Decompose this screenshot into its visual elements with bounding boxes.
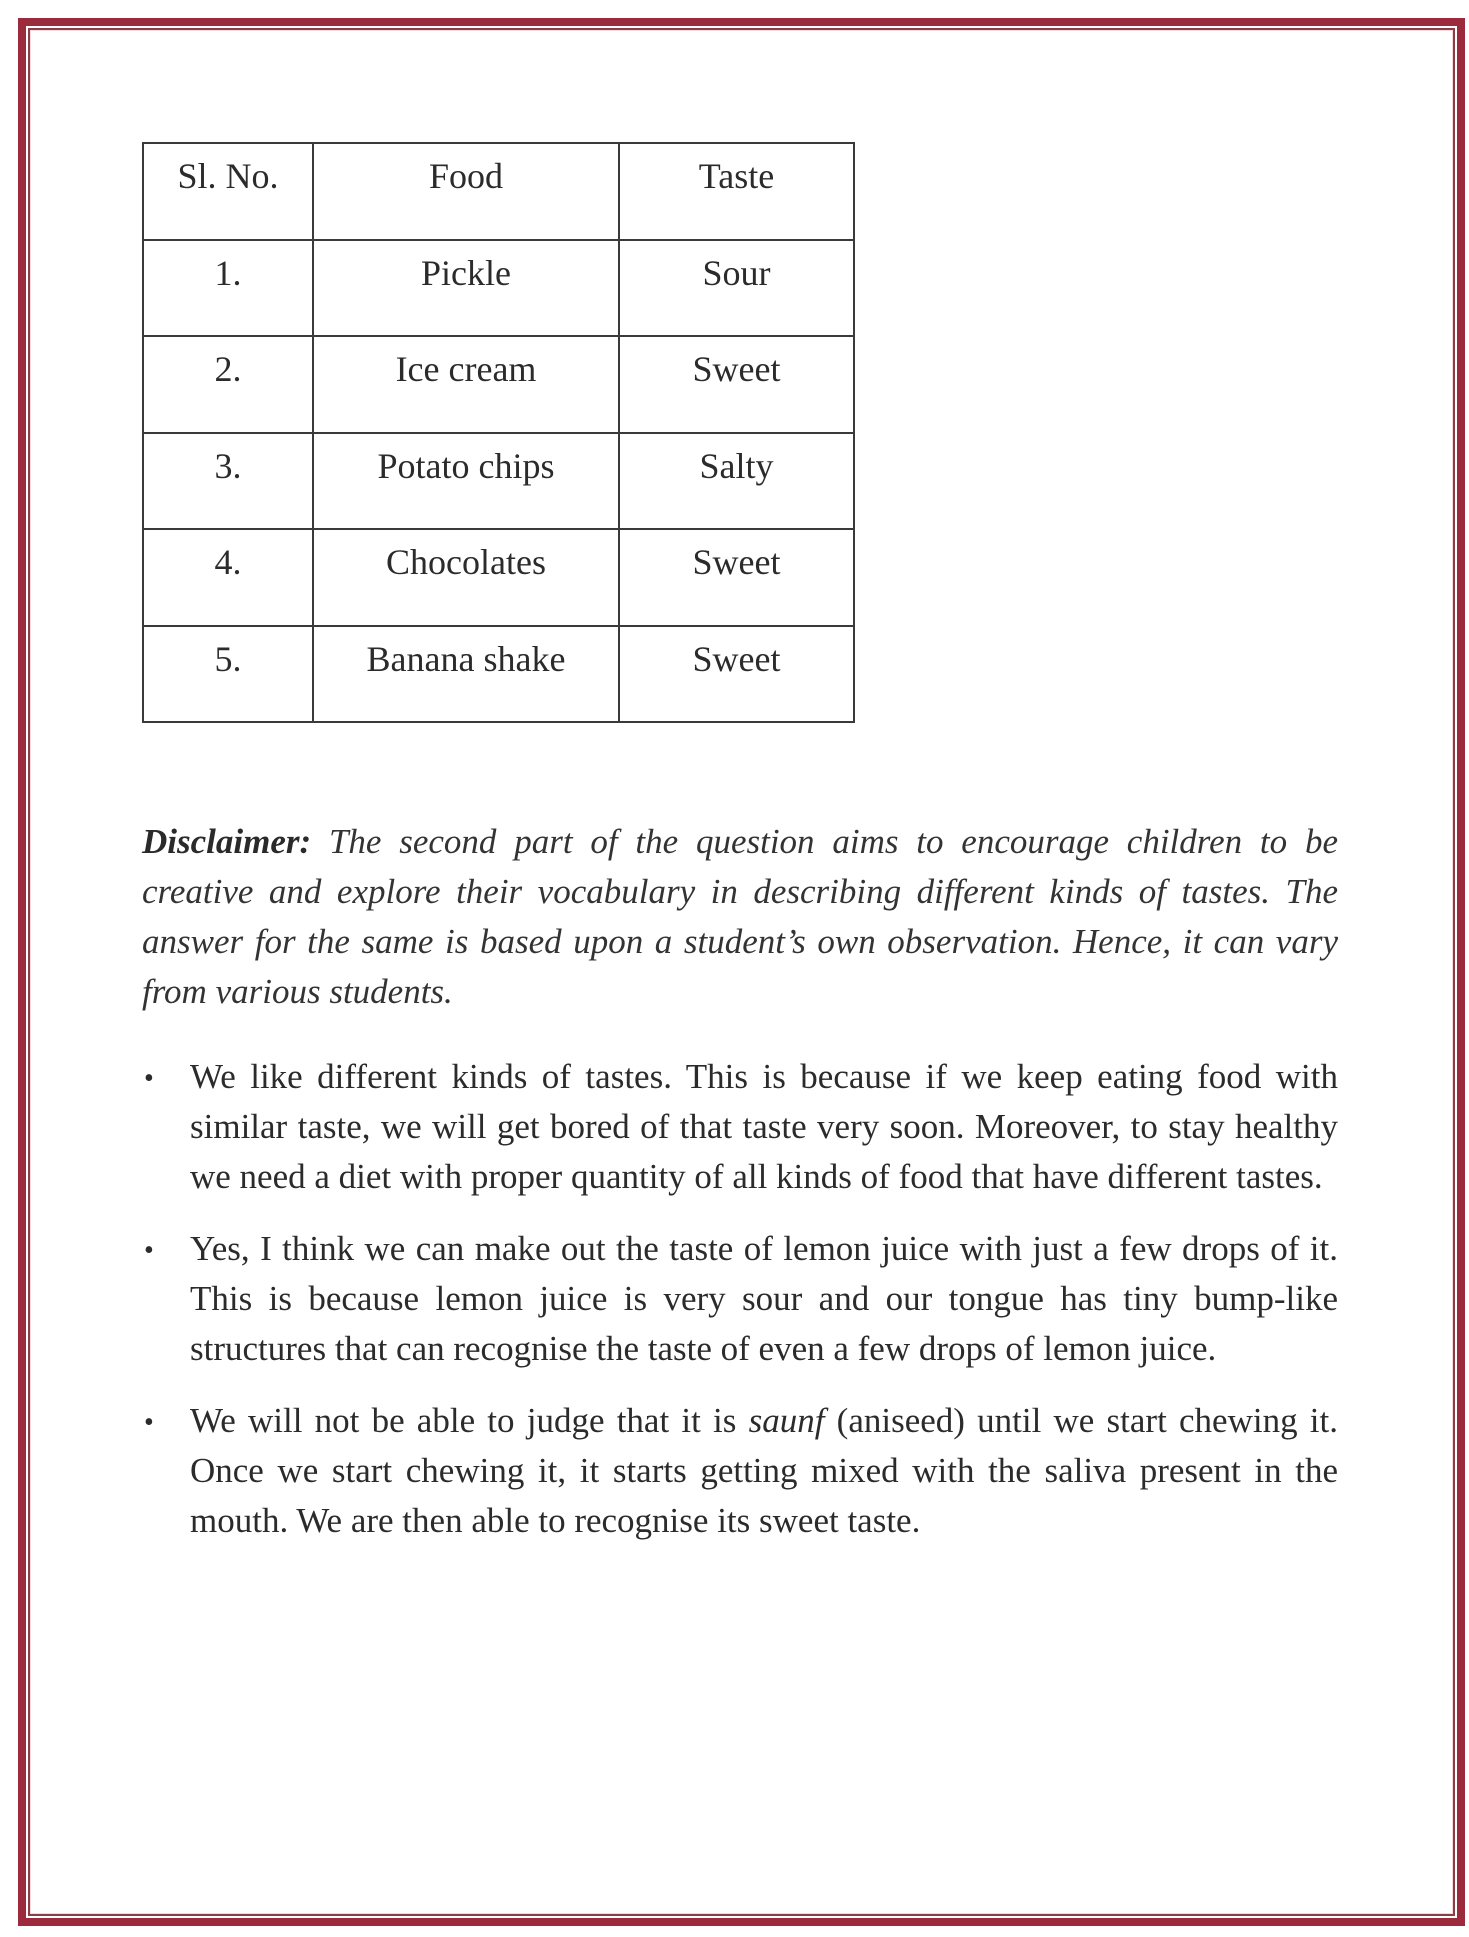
food-taste-table: [142, 142, 855, 723]
disclaimer-text: The second part of the question aims to encourage children to be creative and explore their vocabulary in describing different kinds of tastes. The answer for the same is based upon a student’s own observation. Hence, it can vary from various students.: [142, 822, 1338, 1011]
header-sl-no: Sl. No.: [143, 143, 313, 240]
answer-text-before: We will not be able to judge that it is: [190, 1401, 749, 1440]
cell-food: Pickle: [313, 240, 619, 337]
header-food: Food: [313, 143, 619, 240]
cell-taste: Sweet: [619, 626, 854, 723]
answer-text-after: (aniseed) until we start chewing it. Once we start chewing it, it starts getting mixed with the saliva present in the mouth. We are then able to recognise its sweet taste.: [190, 1401, 1338, 1540]
bullet-icon: •: [144, 1063, 154, 1094]
list-item: [142, 1396, 1338, 1546]
table-header-row: [143, 143, 854, 240]
cell-taste: Sweet: [619, 529, 854, 626]
cell-sl-no: 5.: [143, 626, 313, 723]
cell-food: Potato chips: [313, 433, 619, 530]
cell-food: Banana shake: [313, 626, 619, 723]
cell-sl-no: 2.: [143, 336, 313, 433]
disclaimer-paragraph: [142, 817, 1338, 1017]
cell-taste: Salty: [619, 433, 854, 530]
table-row: [143, 336, 854, 433]
cell-taste: Sweet: [619, 336, 854, 433]
cell-sl-no: 4.: [143, 529, 313, 626]
bullet-icon: •: [144, 1407, 154, 1438]
list-item: [142, 1224, 1338, 1374]
answer-text: We like different kinds of tastes. This is because if we keep eating food with similar taste, we will get bored of that taste very soon. Moreover, to stay healthy we need a diet with proper quantity of all kinds of food that have different tastes.: [190, 1057, 1338, 1196]
answer-list: [142, 1052, 1338, 1546]
disclaimer-label: Disclaimer:: [142, 822, 312, 861]
table-row: [143, 240, 854, 337]
table-row: [143, 433, 854, 530]
cell-food: Chocolates: [313, 529, 619, 626]
cell-food: Ice cream: [313, 336, 619, 433]
bullet-icon: •: [144, 1235, 154, 1266]
table-row: [143, 626, 854, 723]
cell-sl-no: 1.: [143, 240, 313, 337]
header-taste: Taste: [619, 143, 854, 240]
list-item: [142, 1052, 1338, 1202]
answer-text: Yes, I think we can make out the taste of lemon juice with just a few drops of it. This is because lemon juice is very sour and our tongue has tiny bump-like structures that can recognise the taste of even a few drops of lemon juice.: [190, 1229, 1338, 1368]
table-row: [143, 529, 854, 626]
answer-italic-term: saunf: [748, 1401, 825, 1440]
cell-sl-no: 3.: [143, 433, 313, 530]
cell-taste: Sour: [619, 240, 854, 337]
page-content: [142, 142, 1338, 1568]
